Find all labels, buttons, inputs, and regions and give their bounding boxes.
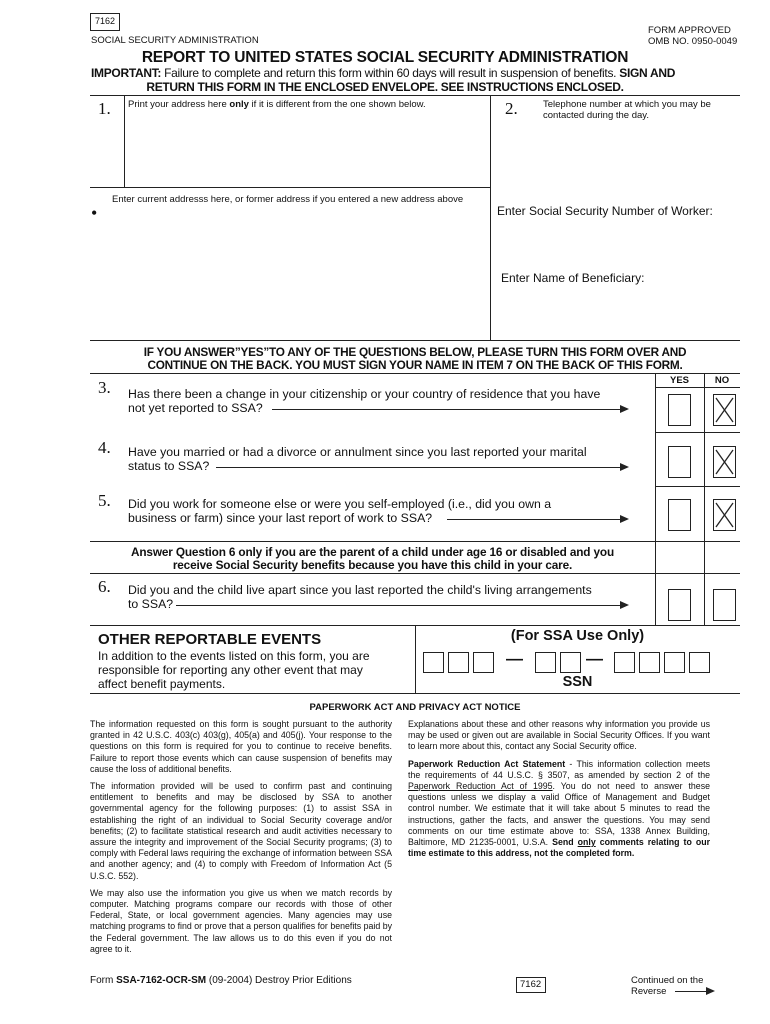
check-x-icon (714, 447, 735, 477)
divider (90, 95, 740, 96)
divider (655, 387, 740, 388)
arrow-icon (447, 519, 627, 520)
footer-suffix: (09-2004) Destroy Prior Editions (206, 975, 352, 986)
paperwork-act-link: Paperwork Reduction Act of 1995 (408, 781, 553, 792)
instructions-line-1: IF YOU ANSWER”YES”TO ANY OF THE QUESTIONS BELOW, PLEASE TURN THIS FORM OVER AND (143, 345, 687, 359)
address-instruction-text-2: if it is different from the one shown below. (248, 99, 426, 110)
footer-form-id: SSA-7162-OCR-SM (116, 975, 207, 986)
other-events-line-3: affect benefit payments. (98, 677, 226, 691)
divider (124, 95, 125, 187)
question-3-line-2: not yet reported to SSA? (128, 401, 263, 415)
q6-yes-checkbox[interactable] (668, 589, 691, 621)
question-5-line-2: business or farm) since your last report of work to SSA? (128, 511, 433, 525)
paperwork-statement-title: Paperwork Reduction Act Statement (408, 758, 566, 769)
footer-prefix: Form (90, 975, 117, 986)
divider (90, 573, 740, 574)
other-events-text (98, 649, 370, 691)
important-bold: SIGN AND (619, 66, 676, 80)
divider (90, 373, 740, 374)
ssn-worker-prompt: Enter Social Security Number of Worker: (497, 204, 713, 218)
divider (655, 486, 740, 487)
divider (90, 693, 740, 694)
paperwork-statement-bold: Send (552, 837, 578, 848)
q3-no-checkbox[interactable] (713, 394, 736, 426)
instructions-line-2: CONTINUE ON THE BACK. YOU MUST SIGN YOUR NAME IN ITEM 7 ON THE BACK OF THIS FORM. (147, 358, 683, 372)
q3-yes-checkbox[interactable] (668, 394, 691, 426)
form-footer-id (90, 975, 352, 986)
form-approved: FORM APPROVED (648, 25, 731, 36)
ssn-digit-box[interactable] (535, 652, 556, 673)
ssn-digit-box[interactable] (423, 652, 444, 673)
telephone-instruction: Telephone number at which you may be contacted during the day. (543, 99, 711, 121)
form-number: 7162 (95, 16, 116, 26)
divider (655, 373, 656, 625)
section-2-number: 2. (505, 99, 518, 118)
telephone-field[interactable] (496, 124, 736, 194)
check-x-icon (714, 500, 735, 530)
ssn-digit-box[interactable] (664, 652, 685, 673)
address-instruction-text: Print your address here (128, 99, 230, 110)
divider (704, 373, 705, 625)
paperwork-statement-bold-2: comments relating to our time estimate to this address, not the completed form. (408, 837, 710, 859)
yes-column-header: YES (669, 375, 689, 386)
divider (90, 541, 740, 542)
question-3-number: 3. (98, 378, 111, 397)
q6-no-checkbox[interactable] (713, 589, 736, 621)
divider (490, 95, 491, 340)
address-instruction-bold: only (229, 99, 249, 110)
ssn-digit-box[interactable] (473, 652, 494, 673)
current-address-instruction: Enter current addresss here, or former address if you entered a new address above (112, 194, 464, 205)
paperwork-statement-text: - This information collection meets the requirements of 44 U.S.C. § 3507, as amended by section 2 of the (408, 758, 710, 780)
continue-arrow-icon (675, 991, 713, 992)
beneficiary-prompt: Enter Name of Beneficiary: (501, 271, 645, 285)
continued-line-1: Continued on the (631, 975, 704, 986)
important-text: Failure to complete and return this form within 60 days will result in suspension of benefits. (164, 66, 617, 80)
arrow-icon (216, 467, 627, 468)
omb-number: OMB NO. 0950-0049 (648, 36, 738, 47)
paperwork-statement-only: only (577, 837, 596, 848)
privacy-paragraph: The information provided will be used to confirm past and continuing entitlement to benefits and may be disclosed by SSA to another governmental agency for the following purposes: (1) to assist SSA in establishing the right of an individual to Social Security coverage and/or benefits; (2) to facilitate statistical research and audit activities necessary to assure the integrity and improvement of the Social Security programs; (3) to comply with Federal laws requiring the exchange of information between SSA and another agency; and (4) to comply with Freedom of Information Act (5 U.S.C. 552). (90, 781, 392, 881)
privacy-title: PAPERWORK ACT AND PRIVACY ACT NOTICE (309, 702, 521, 713)
ssn-digit-box[interactable] (614, 652, 635, 673)
section-1-number: 1. (98, 99, 111, 118)
no-column-header: NO (714, 375, 730, 386)
q5-yes-checkbox[interactable] (668, 499, 691, 531)
q4-no-checkbox[interactable] (713, 446, 736, 478)
question-4-number: 4. (98, 438, 111, 457)
new-address-field[interactable] (126, 112, 488, 185)
current-address-field[interactable] (112, 210, 488, 336)
q6-notice-line-2: receive Social Security benefits because you have this child in your care. (172, 558, 573, 572)
agency-name: SOCIAL SECURITY ADMINISTRATION (91, 35, 259, 46)
ssn-digit-box[interactable] (689, 652, 710, 673)
privacy-paragraph: Explanations about these and other reasons why information you provide us may be used or given out are available in Social Security Offices. If you want to learn more about this, contact any Social Security office. (408, 719, 710, 752)
other-events-line-2: responsible for reporting any other event that may (98, 663, 363, 677)
divider (90, 187, 490, 188)
other-events-title: OTHER REPORTABLE EVENTS (98, 631, 322, 648)
question-3-line-1: Has there been a change in your citizenship or your country of residence that you have (128, 387, 601, 401)
ssn-label: SSN (562, 674, 593, 690)
footer-number-box (516, 977, 546, 993)
page-title: REPORT TO UNITED STATES SOCIAL SECURITY ADMINISTRATION (141, 49, 629, 66)
beneficiary-field[interactable] (496, 290, 736, 335)
ssn-digit-box[interactable] (448, 652, 469, 673)
privacy-left-column (90, 719, 392, 955)
q5-no-checkbox[interactable] (713, 499, 736, 531)
question-5-number: 5. (98, 491, 111, 510)
paperwork-statement-text-2: . You do not need to answer these questions unless we display a valid Office of Management and Budget control number. We estimate that it will take about 5 minutes to read the instructions, gather the facts, and answer the questions. You may send comments on our time estimate above to: SSA, 1338 Annex Building, Baltimore, MD 21235-0001, U.S.A. (408, 781, 710, 848)
arrow-icon (176, 605, 627, 606)
question-6-line-1: Did you and the child live apart since you last reported the child's living arrangements (128, 583, 592, 597)
important-notice (91, 66, 675, 80)
continued-note (631, 975, 703, 997)
other-events-line-1: In addition to the events listed on this form, you are (98, 649, 370, 663)
ssn-digit-box[interactable] (560, 652, 581, 673)
bullet-marker: • (91, 203, 98, 223)
divider (90, 340, 740, 341)
arrow-icon (272, 409, 627, 410)
ssa-use-title: (For SSA Use Only) (510, 628, 645, 644)
privacy-right-column (408, 719, 710, 859)
continued-line-2: Reverse (631, 986, 667, 997)
ssn-worker-field[interactable] (496, 222, 736, 262)
question-5-line-1: Did you work for someone else or were you self-employed (i.e., did you own a (128, 497, 552, 511)
question-4-line-2: status to SSA? (128, 459, 210, 473)
question-4-line-1: Have you married or had a divorce or annulment since you last reported your marital (128, 445, 587, 459)
q6-notice-line-1: Answer Question 6 only if you are the parent of a child under age 16 or disabled and you (130, 545, 615, 559)
form-number-box (90, 13, 120, 31)
paperwork-statement (408, 759, 710, 860)
check-x-icon (714, 395, 735, 425)
question-6-number: 6. (98, 577, 111, 596)
ssn-dash: — (586, 649, 603, 668)
q4-yes-checkbox[interactable] (668, 446, 691, 478)
question-6-line-2: to SSA? (128, 597, 174, 611)
privacy-paragraph: The information requested on this form is sought pursuant to the authority granted in 42 U.S.C. 403(c) 403(g), 405(a) and 405(j). Your response to the questions on this form is required for you to continue to receive benefits. Failure to report those events which can cause suspension of benefits may cause the loss of additional benefits. (90, 719, 392, 774)
important-label: IMPORTANT: (91, 66, 162, 80)
ssn-digit-box[interactable] (639, 652, 660, 673)
privacy-paragraph: We may also use the information you give us when we match records by computer. Matching programs compare our records with those of other Federal, State, or local government agencies. Many agencies may use matching programs to find or prove that a person qualifies for benefits paid by the Federal government. The law allows us to do this even if you do not agree to it. (90, 887, 392, 954)
important-line-2: RETURN THIS FORM IN THE ENCLOSED ENVELOPE. SEE INSTRUCTIONS ENCLOSED. (146, 80, 624, 94)
divider (655, 432, 740, 433)
footer-number: 7162 (520, 979, 542, 990)
ssn-dash: — (506, 649, 523, 668)
address-instruction (128, 99, 426, 110)
